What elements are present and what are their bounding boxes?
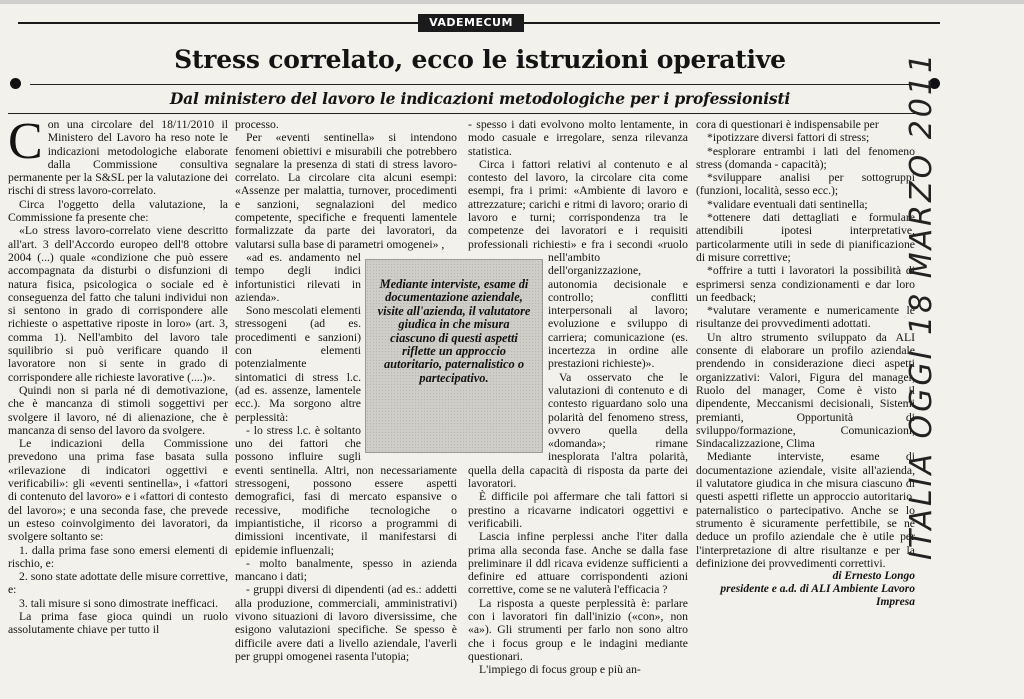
paragraph: La risposta a queste perplessità è: parlare con i lavoratori fin dall'inizio («con», non «a»). Gli strumenti per farlo non sono altro che i focus group e le indagini mediante questionari.: [468, 596, 688, 663]
list-item: *ipotizzare diversi fattori di stress;: [707, 131, 870, 145]
paragraph: Mediante interviste, esame di documentazione aziendale, visite all'azienda, il valutatore giudica in che misura ciascuno di questi aspetti riflette un approccio autoritario, paternalistico o partecipativo. Anche se lo strumento è sicuramente perfettibile, se ne deduce un profilo aziendale che è utile per l'interpretazione di altre risultanze e per la definizione dei provvedimenti correttivi.: [696, 450, 915, 570]
list-item: *validare eventuali dati sentinella;: [707, 197, 868, 211]
paragraph: - molto banalmente, spesso in azienda mancano i dati;: [235, 556, 457, 584]
headline: Stress correlato, ecco le istruzioni operative: [174, 45, 786, 74]
author-title: presidente e a.d. di ALI Ambiente Lavoro Impresa: [720, 583, 915, 609]
list-item: 1. dalla prima fase sono emersi elementi di rischio, e:: [8, 543, 228, 570]
article-column-4: [696, 118, 915, 684]
handwritten-source-note: ITALIA OGGI 18 MARZO 2011: [904, 50, 939, 560]
list-item: *valutare veramente e numericamente le risultanze dei provvedimenti adottati.: [696, 304, 915, 331]
paragraph: Va osservato che le valutazioni di contenuto e di contesto riguardano solo una polarità del fenomeno stress, ovvero quella della «domanda»; rimane inesplorata l'altra polarità, quella della capacità di risposta da parte dei lavoratori.: [468, 370, 688, 491]
paragraph: Quindi non si parla né di demotivazione, che è mancanza di stimoli soggettivi per svolgere il lavoro, né di alienazione, che è mancanza di senso del lavoro da svolgere.: [8, 383, 228, 437]
section-rubric: VADEMECUM: [418, 14, 524, 32]
paragraph: La prima fase gioca quindi un ruolo assolutamente chiave per tutto il: [8, 609, 228, 637]
paragraph: L'impiego di focus group e più an-: [479, 663, 641, 677]
paragraph: Per «eventi sentinella» si intendono fenomeni obiettivi e misurabili che potrebbero segnalare la presenza di stati di stress lavoro-correlato. La circolare cita alcuni esempi: «Assenze per malattia, turnover, procedimenti e sanzioni, segnalazioni del medico competente, specifiche e frequenti lamentele formalizzate da parte dei lavoratori, da valutarsi sulla base di parametri omogenei» ,: [235, 131, 457, 251]
paragraph: - lo stress l.c. è soltanto uno dei fattori che possono influire sugli eventi sentinella. Altri, non necessariamente stressogeni, possono essere aspetti demografici, fasi di mercato espansive o recessive, modifiche tecnologiche o impiantistiche, il ricorso a programmi di dimissioni incentivate, il manifestarsi di epidemie influenzali;: [235, 423, 457, 557]
paragraph: È difficile poi affermare che tali fattori si prestino a ricavarne indicatori oggettivi e verificabili.: [468, 490, 688, 530]
list-item: 3. tali misure si sono dimostrate inefficaci.: [19, 596, 219, 610]
subheadline: Dal ministero del lavoro le indicazioni metodologiche per i professionisti: [169, 89, 791, 108]
paragraph: «ad es. andamento nel tempo degli indici infortunistici rilevati in azienda».: [235, 250, 361, 304]
paragraph: Sono mescolati elementi stressogeni (ad es. procedimenti e sanzioni) con elementi potenzialmente sintomatici di stress l.c. (ad es. assenze, lamentele ecc.). Ma sorgono altre perplessità:: [235, 304, 361, 424]
list-item: *esplorare entrambi i lati del fenomeno stress (domanda - capacità);: [696, 144, 915, 171]
author-name: di Ernesto Longo: [832, 570, 915, 583]
author-signature: [696, 570, 915, 609]
paragraph: Le indicazioni della Commissione prevedono una prima fase basata sulla «rilevazione di indicatori oggettivi e verificabili»: gli «eventi sentinella», i «fattori di contenuto del lavoro» e i «fattori di contesto del lavoro»; e una seconda fase, che prevede un esteso coinvolgimento dei lavoratori, da svolgere soltanto se:: [8, 437, 228, 544]
paragraph: Lascia infine perplessi anche l'iter dalla prima alla seconda fase. Anche se dalla fase preliminare il ddl ricava evidenze sufficienti a definire ed attuare corrispondenti azioni correttive, come se ne valuterà l'efficacia ?: [468, 530, 688, 597]
paragraph: Un altro strumento sviluppato da ALI consente di elaborare un profilo aziendale prendendo in considerazione dieci aspetti organizzativi: Valori, Figura del manager, Ruolo del manager, Come è visto il dipendente, Meccanismi decisionali, Sistemi premianti, Opportunità di sviluppo/formazione, Comunicazioni, Sindacalizzazione, Clima: [696, 330, 915, 451]
subhead-rule: [8, 113, 918, 114]
list-item: 2. sono state adottate delle misure correttive, e:: [8, 570, 228, 597]
paragraph: Circa i fattori relativi al contenuto e al contesto del lavoro, la circolare cita come esempi, fra i primi: «Ambiente di lavoro e attrezzature; carichi e ritmi di lavoro; orario di lavoro e turni; corrispondenza tra le competenze dei lavoratori e i requisiti professionali richiesti» e fra i secondi «ruolo nell'ambito dell'organizzazione, autonomia decisionale e controllo; conflitti interpersonali al lavoro; evoluzione e sviluppo di carriera; comunicazione (es. incertezza in ordine alle prestazioni richieste)».: [468, 157, 688, 371]
paragraph: on una circolare del 18/11/2010 il Ministero del Lavoro ha reso note le indicazioni metodologiche elaborate dalla Commissione consultiva permanente per la S&SL per la valutazione dei rischi di stress lavoro-correlato.: [8, 118, 228, 198]
pull-quote: Mediante interviste, esame di documentazione aziendale, visite all'azienda, il valutatore giudica in che misura ciascuno di questi aspetti riflette un approccio autoritario, paternalistico o partecipativo.: [365, 259, 543, 453]
list-item: *sviluppare analisi per sottogruppi (funzioni, località, sesso ecc.);: [696, 171, 915, 198]
paragraph: - gruppi diversi di dipendenti (ad es.: addetti alla produzione, commerciali, amministrativi) vivono situazioni di lavoro diversissime, che esigono valutazioni specifiche. Se spesso è difficile avere dati a livello aziendale, l'averli per gruppi omogenei rasenta l'utopia;: [235, 583, 457, 663]
paragraph: processo.: [235, 118, 279, 131]
list-item: *ottenere dati dettagliati e formulare attendibili ipotesi interpretative, particolarmente utili in sede di pianificazione di misure correttive;: [696, 211, 915, 264]
headline-rule: [30, 84, 922, 85]
paragraph: Circa l'oggetto della valutazione, la Commissione fa presente che:: [8, 197, 228, 225]
paragraph: - spesso i dati evolvono molto lentamente, in modo casuale e irregolare, senza rilevanza statistica.: [468, 118, 688, 158]
drop-cap: C: [8, 118, 43, 170]
list-item: *offrire a tutti i lavoratori la possibilità di esprimersi senza condizionamenti e dar loro un feedback;: [696, 264, 915, 304]
scan-edge: [0, 0, 1024, 4]
paragraph: «Lo stress lavoro-correlato viene descritto all'art. 3 dell'Accordo europeo dell'8 ottobre 2004 (...) quale «condizione che può essere accompagnata da disturbi o disfunzioni di natura fisica, psicologica o sociale ed è conseguenza del fatto che taluni individui non si sentono in grado di corrispondere alle richieste o aspettative riposte in loro» (art. 3, comma 1). Nell'ambito del lavoro tale squilibrio si può verificare quando il lavoratore non si sente in grado di corrispondere alle richieste lavorative (....)».: [8, 224, 228, 384]
paragraph: cora di questionari è indispensabile per: [696, 118, 879, 131]
article-column-1: [8, 118, 228, 684]
decorative-dot-left: [10, 78, 21, 89]
